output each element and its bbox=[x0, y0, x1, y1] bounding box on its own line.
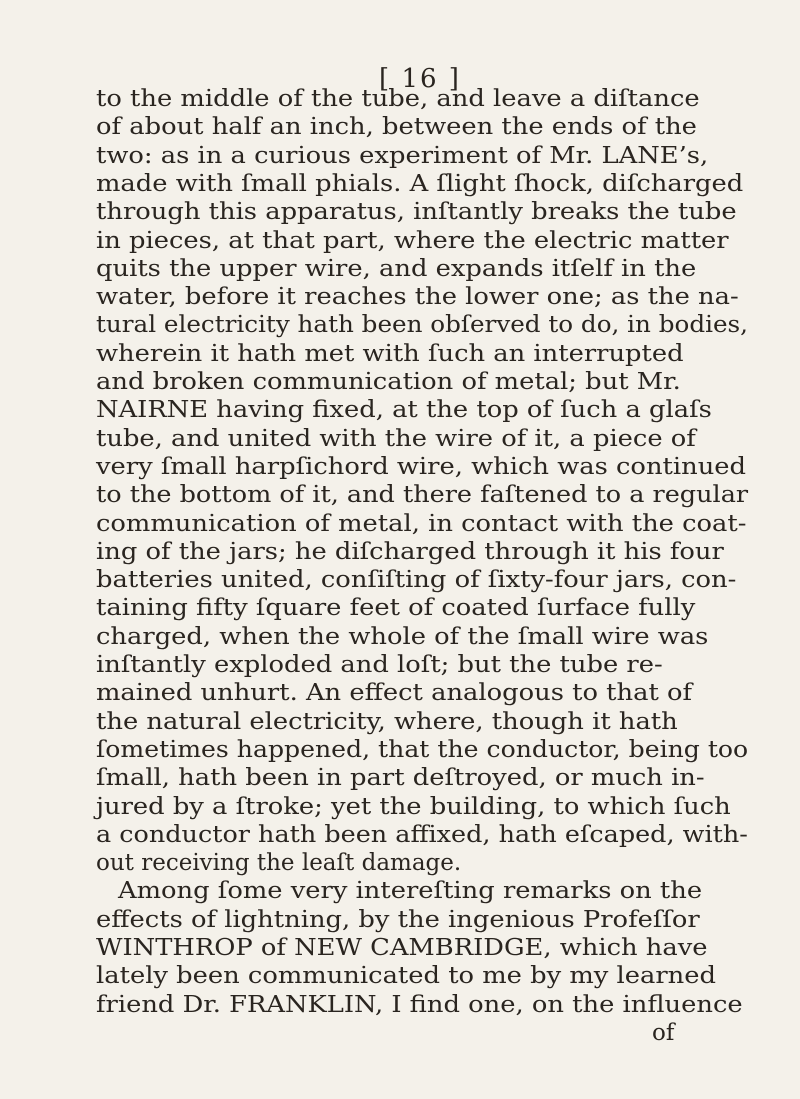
text-line: to the bottom of it, and there faſtened to a regular bbox=[96, 482, 749, 509]
catchword: of bbox=[652, 1020, 675, 1046]
text-line: tube, and united with the wire of it, a piece of bbox=[96, 425, 696, 452]
text-line: WINTHROP of NEW CAMBRIDGE, which have bbox=[96, 935, 708, 961]
text-line: tural electricity hath been obſerved to do, in bodies, bbox=[96, 312, 749, 339]
text-line: ſometimes happened, that the conductor, being too bbox=[96, 736, 749, 763]
text-line: through this apparatus, inſtantly breaks the tube bbox=[96, 199, 737, 226]
text-line: NAIRNE having fixed, at the top of ſuch a glaſs bbox=[96, 397, 712, 424]
text-line: communication of metal, in contact with the coat- bbox=[96, 510, 747, 537]
text-line: and broken communication of metal; but Mr. bbox=[96, 369, 681, 395]
text-line: of about half an inch, between the ends of the bbox=[96, 114, 697, 141]
text-line: friend Dr. FRANKLIN, I find one, on the influence bbox=[96, 991, 743, 1018]
text-line: a conductor hath been affixed, hath eſcaped, with- bbox=[96, 821, 748, 848]
text-line: very ſmall harpſichord wire, which was continued bbox=[96, 453, 747, 480]
text-line: made with ſmall phials. A ſlight ſhock, diſcharged bbox=[96, 170, 744, 197]
text-line: out receiving the leaſt damage. bbox=[96, 850, 462, 877]
text-line: Among ſome very intereſting remarks on the bbox=[118, 878, 703, 905]
text-line: wherein it hath met with ſuch an interrupted bbox=[96, 340, 684, 367]
text-line: taining fifty ſquare feet of coated ſurface fully bbox=[96, 595, 696, 622]
text-line: water, before it reaches the lower one; as the na- bbox=[96, 284, 739, 311]
text-line: mained unhurt. An effect analogous to that of bbox=[96, 680, 693, 707]
text-line: the natural electricity, where, though it hath bbox=[96, 708, 678, 735]
text-line: effects of lightning, by the ingenious Profeſſor bbox=[96, 906, 700, 933]
text-line: ſmall, hath been in part deſtroyed, or much in- bbox=[96, 765, 705, 792]
text-line: quits the upper wire, and expands itſelf in the bbox=[96, 255, 697, 282]
text-line: lately been communicated to me by my learned bbox=[96, 963, 716, 990]
text-line: to the middle of the tube, and leave a diſtance bbox=[96, 86, 700, 112]
text-line: in pieces, at that part, where the electric matter bbox=[96, 227, 729, 254]
page-number-header: [ 16 ] bbox=[379, 64, 461, 94]
text-line: two: as in a curious experiment of Mr. LANE’s, bbox=[96, 142, 709, 169]
text-line: jured by a ſtroke; yet the building, to which ſuch bbox=[96, 793, 731, 820]
text-line: ing of the jars; he diſcharged through it his four bbox=[96, 538, 724, 565]
text-line: inſtantly exploded and loſt; but the tube re- bbox=[96, 652, 663, 678]
text-line: batteries united, conſiſting of ſixty-four jars, con- bbox=[96, 567, 737, 594]
text-line: charged, when the whole of the ſmall wire was bbox=[96, 623, 709, 650]
